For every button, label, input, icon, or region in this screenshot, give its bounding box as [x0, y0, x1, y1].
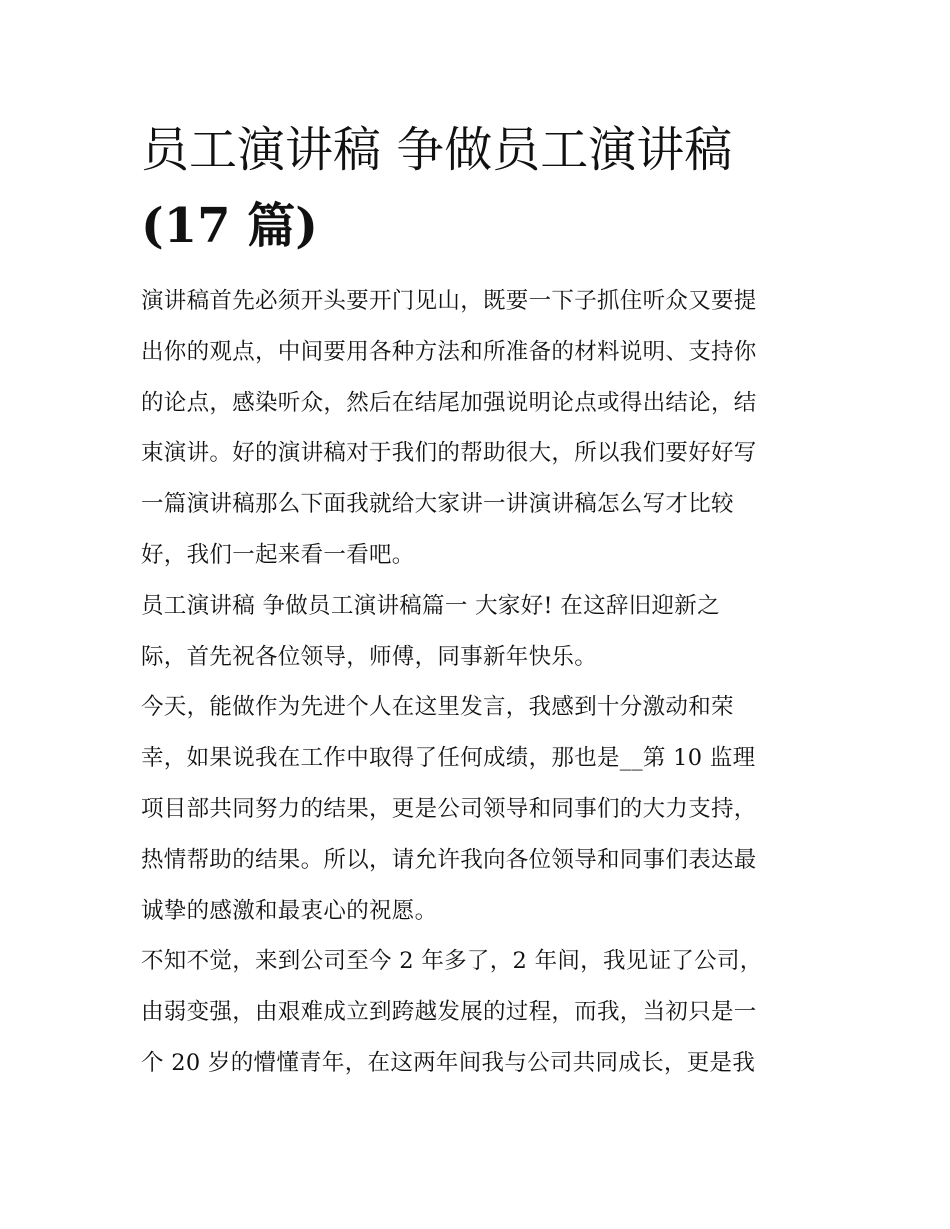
- body-line: 今天，能做作为先进个人在这里发言，我感到十分激动和荣: [141, 694, 734, 721]
- document-title: [141, 112, 821, 264]
- body-line: 个 20 岁的懵懂青年，在这两年间我与公司共同成长，更是我: [141, 1049, 756, 1076]
- body-line: 一篇演讲稿那么下面我就给大家讲一讲演讲稿怎么写才比较: [141, 491, 734, 518]
- body-line: 幸，如果说我在工作中取得了任何成绩，那也是__第 10 监理: [141, 745, 756, 772]
- body-line: 束演讲。好的演讲稿对于我们的帮助很大，所以我们要好好写: [141, 440, 757, 467]
- body-line: 际，首先祝各位领导，师傅，同事新年快乐。: [141, 643, 598, 670]
- title-line-2: (17 篇): [141, 198, 318, 254]
- body-line: 不知不觉，来到公司至今 2 年多了，2 年间，我见证了公司，: [141, 948, 763, 975]
- body-line: 好，我们一起来看一看吧。: [141, 541, 415, 568]
- document-body: [141, 276, 821, 1089]
- body-line: 演讲稿首先必须开头要开门见山，既要一下子抓住听众又要提: [141, 288, 757, 314]
- body-line: 由弱变强，由艰难成立到跨越发展的过程，而我，当初只是一: [141, 999, 757, 1026]
- body-line: 员工演讲稿 争做员工演讲稿篇一 大家好! 在这辞旧迎新之: [141, 592, 720, 619]
- body-line: 诚挚的感激和最衷心的祝愿。: [141, 897, 438, 924]
- body-line: 项目部共同努力的结果，更是公司领导和同事们的大力支持，: [141, 795, 757, 822]
- title-line-1: 员工演讲稿 争做员工演讲稿: [141, 122, 733, 178]
- body-line: 的论点，感染听众，然后在结尾加强说明论点或得出结论，结: [141, 389, 757, 416]
- body-line: 热情帮助的结果。所以，请允许我向各位领导和同事们表达最: [141, 846, 757, 873]
- body-line: 出你的观点，中间要用各种方法和所准备的材料说明、支持你: [141, 338, 757, 365]
